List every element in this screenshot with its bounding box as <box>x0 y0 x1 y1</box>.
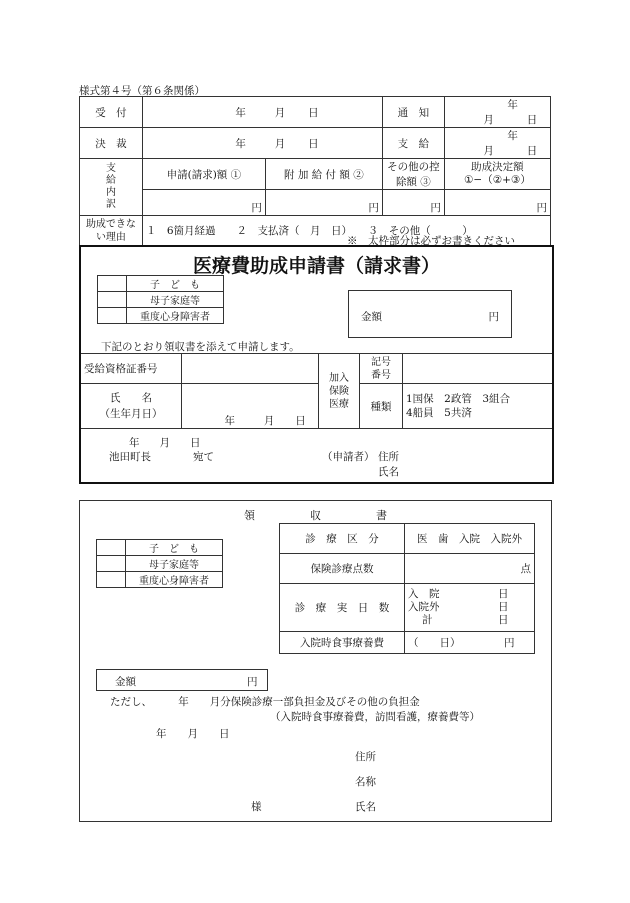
col-additional-benefit: 附 加 給 付 額 ② <box>265 159 382 190</box>
breakdown-label: 支給内訳 <box>80 159 143 216</box>
col-other-deduction: その他の控除額 ③ <box>382 159 444 190</box>
reason-text: １ 6箇月経過 ２ 支払済（ 月 日） ３ その他（ ） <box>142 216 550 246</box>
yen-2: 円 <box>265 190 382 216</box>
yen-3: 円 <box>382 190 444 216</box>
receipt-amount-unit: 円 <box>247 676 258 688</box>
receipt-sama: 様 <box>251 801 262 813</box>
form-number: 様式第４号（第６条関係） <box>79 85 205 97</box>
addressee: 池田町長 宛て <box>109 451 214 463</box>
birth-date-field[interactable]: 年 月 日 <box>182 384 319 429</box>
statement: 下記のとおり領収書を添えて申請します。 <box>101 341 300 353</box>
insurance-type[interactable]: 1国保 2政管 3組合 4船員 5共済 <box>403 384 553 429</box>
col-request-amount: 申請(請求)額 ① <box>142 159 265 190</box>
proviso-line2: （入院時食事療養費，訪問看護，療養費等） <box>270 711 480 723</box>
receipt-category-single-parent: 母子家庭等 <box>126 556 223 572</box>
admin-table: 受 付 年 月 日 通 知 年 月 日 決 裁 年 月 日 支 給 年 月 日 支給内訳 申請(請求)額 ① 附 加 給 付 額 ② その他の控除額 ③ 助成決定額 ①−（②+③） 円 円 円 円 助成できない理由 １ 6箇月経過 ２ 支払済（ 月 日） ３ その他（ ） <box>79 96 551 246</box>
points-label: 保険診療点数 <box>280 554 405 584</box>
receipt-date: 年 月 日 <box>156 728 230 740</box>
application-categories <box>97 275 224 324</box>
application-form <box>79 245 554 484</box>
insurance-label: 加入保険医療 <box>319 354 360 429</box>
category-child: 子 ど も <box>127 276 224 292</box>
receipt-org-label: 名称 <box>355 776 376 788</box>
cert-value[interactable] <box>182 354 319 384</box>
reason-label: 助成できない理由 <box>80 216 143 246</box>
checkbox-child[interactable] <box>98 276 127 292</box>
meal-value[interactable]: （ 日） 円 <box>405 632 535 654</box>
checkbox-disabled[interactable] <box>98 308 127 324</box>
receipt-amount-box[interactable] <box>96 669 268 691</box>
cert-label: 受給資格証番号 <box>81 354 182 384</box>
month-label: 月 <box>274 106 286 119</box>
days-label: 診 療 実 日 数 <box>280 584 405 632</box>
uketsuke-label: 受 付 <box>80 97 143 128</box>
application-date: 年 月 日 <box>129 437 201 449</box>
receipt-checkbox-single-parent[interactable] <box>97 556 126 572</box>
receipt-amount-label: 金額 <box>115 676 136 688</box>
amount-unit: 円 <box>488 311 499 323</box>
kubun-value[interactable]: 医 歯 入院 入院外 <box>405 524 535 554</box>
applicant-label: （申請者） <box>322 451 375 463</box>
receipt-categories <box>96 539 223 588</box>
type-label: 種類 <box>360 384 403 429</box>
meal-label: 入院時食事療養費 <box>280 632 405 654</box>
yen-4: 円 <box>444 190 550 216</box>
applicant-table <box>81 353 552 429</box>
application-title: 医療費助成申請書（請求書） <box>192 255 440 277</box>
amount-label: 金額 <box>361 311 382 323</box>
category-disabled: 重度心身障害者 <box>127 308 224 324</box>
receipt-address-label: 住所 <box>355 751 376 763</box>
receipt-form <box>79 500 552 822</box>
tsuchi-label: 通 知 <box>382 97 444 128</box>
receipt-category-disabled: 重度心身障害者 <box>126 572 223 588</box>
symbol-value[interactable] <box>403 354 553 384</box>
kubun-label: 診 療 区 分 <box>280 524 405 554</box>
days-value[interactable]: 入 院 日 入院外 日 計 日 <box>405 584 535 632</box>
checkbox-single-parent[interactable] <box>98 292 127 308</box>
amount-box[interactable] <box>348 290 512 338</box>
symbol-label: 記号番号 <box>360 354 403 384</box>
col-decided-amount: 助成決定額 ①−（②+③） <box>444 159 550 190</box>
proviso-line1: ただし、 年 月分保険診療一部負担金及びその他の負担金 <box>110 696 420 708</box>
name-label: 氏 名 （生年月日） <box>81 384 182 429</box>
receipt-title: 領 収 書 <box>244 509 387 522</box>
required-note: ※ 太枠部分は必ずお書きください <box>347 235 515 247</box>
points-value[interactable]: 点 <box>405 554 535 584</box>
shikyu-label: 支 給 <box>382 128 444 159</box>
receipt-category-child: 子 ど も <box>126 540 223 556</box>
yen-1: 円 <box>142 190 265 216</box>
name-sign-label: 氏名 <box>378 466 399 478</box>
category-single-parent: 母子家庭等 <box>127 292 224 308</box>
kessai-label: 決 裁 <box>80 128 143 159</box>
year-label: 年 <box>235 106 246 119</box>
receipt-checkbox-child[interactable] <box>97 540 126 556</box>
address-label: 住所 <box>378 451 399 463</box>
receipt-name-label: 氏名 <box>355 801 376 813</box>
day-label: 日 <box>308 106 319 119</box>
receipt-checkbox-disabled[interactable] <box>97 572 126 588</box>
receipt-detail-table <box>279 523 535 654</box>
